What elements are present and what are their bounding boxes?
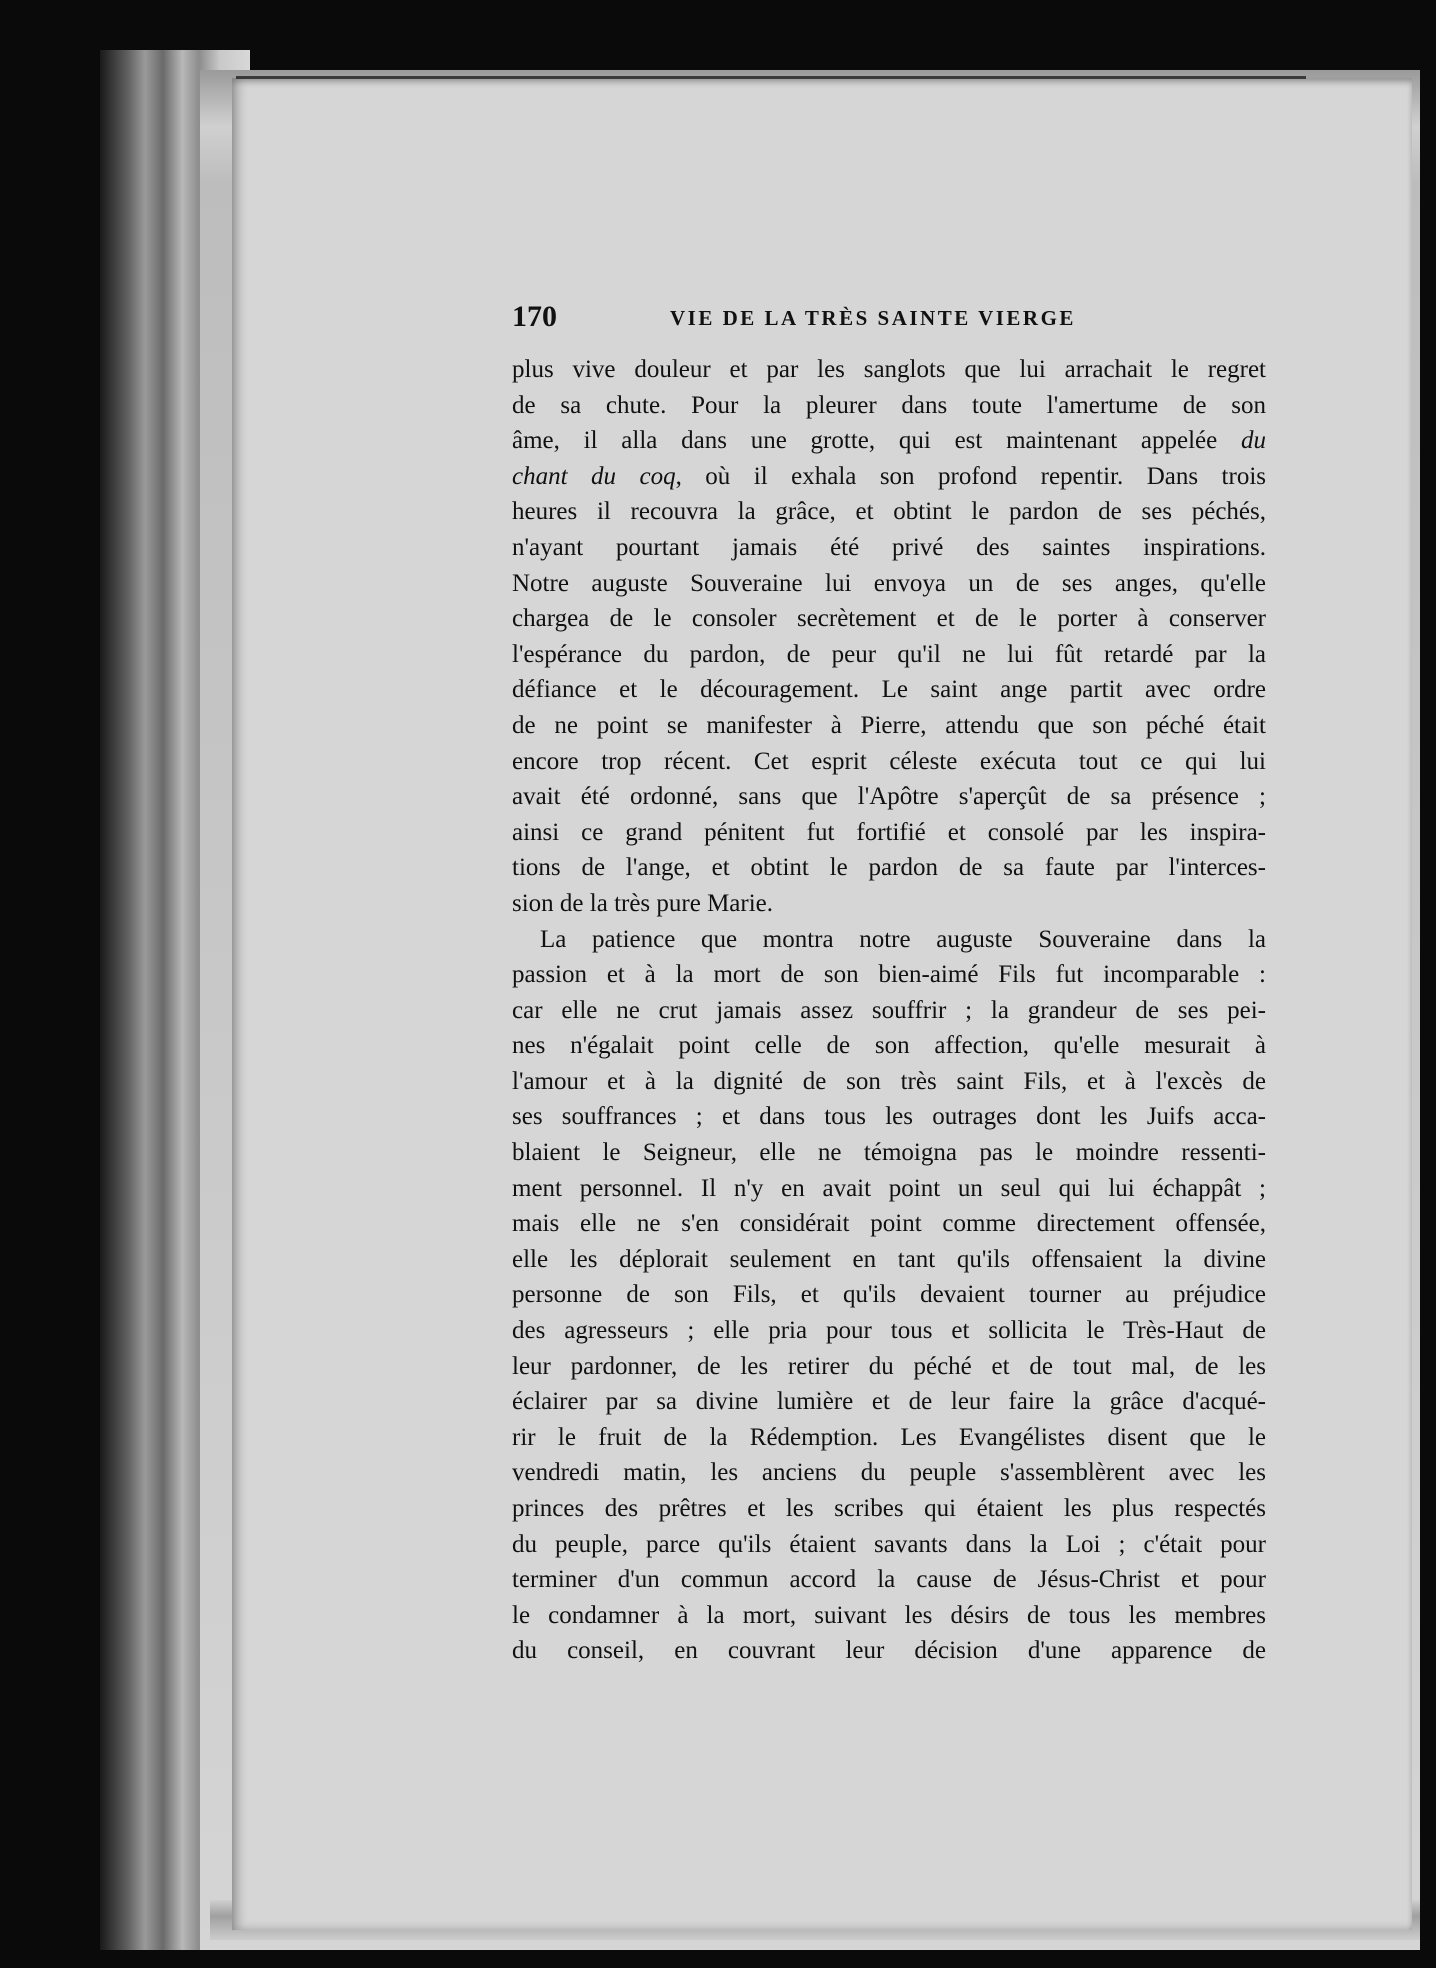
text-line: défiance et le découragement. Le saint ange partit avec ordre (512, 676, 1266, 704)
text-line: mais elle ne s'en considérait point comme directement offensée, (512, 1210, 1266, 1238)
running-title: VIE DE LA TRÈS SAINTE VIERGE (670, 306, 1076, 330)
text-line: nes n'égalait point celle de son affection, qu'elle mesurait à (512, 1032, 1266, 1060)
text-line: du peuple, parce qu'ils étaient savants dans la Loi ; c'était pour (512, 1530, 1266, 1558)
text-line: sion de la très pure Marie. (512, 889, 774, 917)
text-line: ainsi ce grand pénitent fut fortifié et consolé par les inspira- (512, 818, 1266, 846)
text-line: de sa chute. Pour la pleurer dans toute l'amertume de son (512, 391, 1266, 419)
text-line: tions de l'ange, et obtint le pardon de sa faute par l'interces- (512, 854, 1266, 882)
text-line: vendredi matin, les anciens du peuple s'assemblèrent avec les (512, 1459, 1266, 1487)
paragraph-start-line: La patience que montra notre auguste Souveraine dans la (540, 925, 1266, 953)
text-line: terminer d'un commun accord la cause de Jésus-Christ et pour (512, 1566, 1266, 1594)
text-line: l'espérance du pardon, de peur qu'il ne lui fût retardé par la (512, 640, 1266, 668)
text-line: chargea de le consoler secrètement et de le porter à conserver (512, 605, 1266, 633)
text-line: Notre auguste Souveraine lui envoya un de ses anges, qu'elle (512, 569, 1266, 597)
text-line: l'amour et à la dignité de son très saint Fils, et à l'excès de (512, 1067, 1266, 1095)
page-top-rule (236, 76, 1306, 79)
text-line: des agresseurs ; elle pria pour tous et sollicita le Très-Haut de (512, 1317, 1266, 1345)
text-line: heures il recouvra la grâce, et obtint le pardon de ses péchés, (512, 498, 1266, 526)
text-line: chant du coq, où il exhala son profond repentir. Dans trois (512, 462, 1267, 490)
page-number: 170 (512, 300, 557, 333)
text-line: avait été ordonné, sans que l'Apôtre s'aperçût de sa présence ; (512, 783, 1266, 811)
text-line: blaient le Seigneur, elle ne témoigna pas le moindre ressenti- (512, 1139, 1266, 1167)
text-line-content: âme, il alla dans une grotte, qui est maintenant appelée du (512, 427, 1266, 455)
text-line: ment personnel. Il n'y en avait point un seul qui lui échappât ; (512, 1174, 1266, 1202)
text-line: personne de son Fils, et qu'ils devaient tourner au préjudice (512, 1281, 1266, 1309)
text-line: de ne point se manifester à Pierre, attendu que son péché était (512, 711, 1266, 739)
text-line: princes des prêtres et les scribes qui étaient les plus respectés (512, 1495, 1266, 1522)
text-line: n'ayant pourtant jamais été privé des saintes inspirations. (512, 533, 1266, 561)
text-line: le condamner à la mort, suivant les désirs de tous les membres (512, 1601, 1266, 1629)
body-text (512, 352, 1266, 1669)
text-line: leur pardonner, de les retirer du péché et de tout mal, de les (512, 1352, 1266, 1380)
text-line: car elle ne crut jamais assez souffrir ; la grandeur de ses pei- (512, 996, 1266, 1024)
text-line: rir le fruit de la Rédemption. Les Evangélistes disent que le (512, 1423, 1266, 1451)
text-line: du conseil, en couvrant leur décision d'une apparence de (512, 1637, 1266, 1665)
running-head (512, 300, 1272, 340)
text-line (512, 423, 1266, 459)
text-line: elle les déplorait seulement en tant qu'ils offensaient la divine (512, 1245, 1266, 1273)
text-line: passion et à la mort de son bien-aimé Fils fut incomparable : (512, 961, 1266, 989)
text-line: ses souffrances ; et dans tous les outrages dont les Juifs acca- (512, 1103, 1266, 1131)
text-line: éclairer par sa divine lumière et de leur faire la grâce d'acqué- (512, 1388, 1266, 1416)
text-line: plus vive douleur et par les sanglots que lui arrachait le regret (512, 356, 1266, 383)
text-line: encore trop récent. Cet esprit céleste exécuta tout ce qui lui (512, 747, 1266, 775)
